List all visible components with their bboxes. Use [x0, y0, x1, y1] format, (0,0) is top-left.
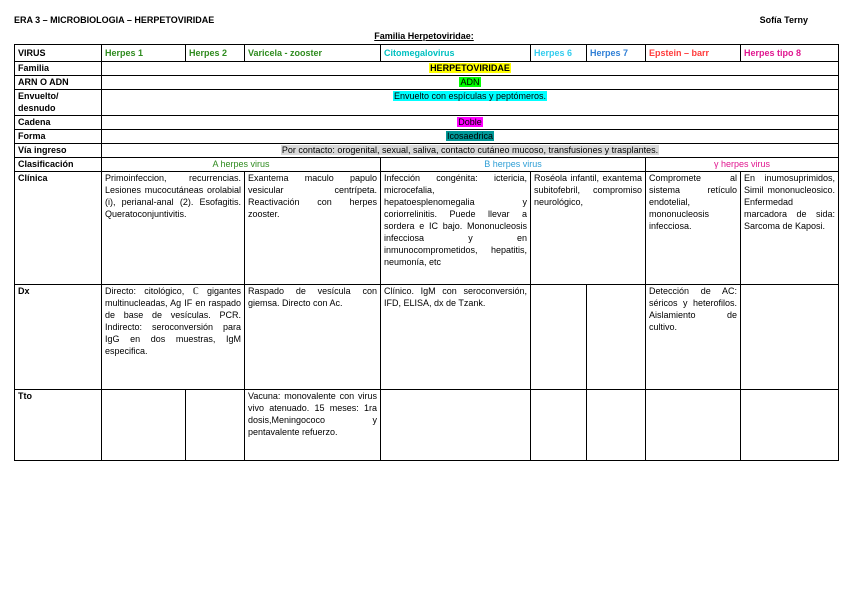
via-value: Por contacto: orogenital, sexual, saliva, contacto cutáneo mucoso, transfusiones y trasplantes.: [281, 145, 659, 155]
tto-varicela: Vacuna: monovalente con virus vivo atenuado. 15 meses: 1ra dosis,Meningococo y pentavalente refuerzo.: [245, 390, 381, 461]
arn-adn-value: ADN: [460, 77, 480, 87]
row-forma: [15, 130, 839, 144]
col-herpes8: Herpes tipo 8: [741, 45, 839, 62]
dx-varicela: Raspado de vesícula con giemsa. Directo con Ac.: [245, 285, 381, 390]
clinica-ebv: Compromete al sistema retículo endotelial, mononucleosis infecciosa.: [646, 172, 741, 285]
row-label-clasificacion: Clasificación: [15, 158, 102, 172]
familia-value: HERPETOVIRIDAE: [430, 63, 510, 73]
tto-ebv: [646, 390, 741, 461]
row-label-forma: Forma: [15, 130, 102, 144]
virus-label: VIRUS: [15, 45, 102, 62]
clinica-cmv: Infección congénita: ictericia, microcefalia, hepatoesplenomegalia y coriorrelinitis. Puede llevar a sordera e IC bajo. Mononucleosis infecciosa y en inmunocomprometidos, hepatitis, neumonía, etc: [381, 172, 531, 285]
row-dx: [15, 285, 839, 390]
cadena-value: Doble: [458, 117, 482, 127]
tto-herpes6: [531, 390, 587, 461]
dx-cmv: Clínico. IgM con seroconversión, IFD, ELISA, dx de Tzank.: [381, 285, 531, 390]
dx-herpes12: Directo: citológico, ℂ gigantes multinucleadas, Ag IF en raspado de base de vesículas. PCR. Indirecto: seroconversión para IgG en dos muestras, IgM especifica.: [102, 285, 245, 390]
row-label-envuelto: Envuelto/ desnudo: [15, 90, 102, 116]
row-clinica: [15, 172, 839, 285]
row-envuelto: [15, 90, 839, 116]
envuelto-value: Envuelto con espículas y peptómeros.: [393, 91, 547, 101]
col-herpes7: Herpes 7: [587, 45, 646, 62]
col-varicela: Varicela - zooster: [245, 45, 381, 62]
class-gamma: γ herpes virus: [646, 158, 839, 172]
tto-cmv: [381, 390, 531, 461]
row-label-tto: Tto: [15, 390, 102, 461]
class-beta: B herpes virus: [381, 158, 646, 172]
col-herpes6: Herpes 6: [531, 45, 587, 62]
row-arn-adn: [15, 76, 839, 90]
forma-value: Icosaedrica: [446, 131, 494, 141]
clinica-varicela: Exantema maculo papulo vesicular centrípeta. Reactivación con herpes zooster.: [245, 172, 381, 285]
tto-herpes2: [186, 390, 245, 461]
class-alpha: A herpes virus: [102, 158, 381, 172]
col-epstein: Epstein – barr: [646, 45, 741, 62]
row-label-familia: Familia: [15, 62, 102, 76]
clinica-herpes8: En inumosuprimidos, Simil mononucleosico. Enfermedad marcadora de sida: Sarcoma de Kaposi.: [741, 172, 839, 285]
row-via: [15, 144, 839, 158]
clinica-herpes12: Primoinfeccion, recurrencias. Lesiones mucocutáneas orolabial (i), perianal-anal (2). Esofagitis. Queratoconjuntivitis.: [102, 172, 245, 285]
clinica-herpes67: Roséola infantil, exantema subitofebril, compromiso neurológico,: [531, 172, 646, 285]
header-title: ERA 3 – MICROBIOLOGIA – HERPETOVIRIDAE: [14, 15, 215, 25]
document-title: Familia Herpetoviridae:: [374, 31, 474, 41]
dx-herpes6: [531, 285, 587, 390]
row-clasificacion: [15, 158, 839, 172]
row-tto: [15, 390, 839, 461]
row-label-via: Vía ingreso: [15, 144, 102, 158]
row-familia: [15, 62, 839, 76]
dx-herpes7: [587, 285, 646, 390]
tto-herpes8: [741, 390, 839, 461]
dx-herpes8: [741, 285, 839, 390]
herpes-table: [14, 44, 839, 461]
row-label-clinica: Clínica: [15, 172, 102, 285]
row-label-arn-adn: ARN O ADN: [15, 76, 102, 90]
col-herpes2: Herpes 2: [186, 45, 245, 62]
author-name: Sofía Terny: [759, 15, 808, 25]
row-label-dx: Dx: [15, 285, 102, 390]
virus-header-row: [15, 45, 839, 62]
tto-herpes7: [587, 390, 646, 461]
row-cadena: [15, 116, 839, 130]
tto-herpes1: [102, 390, 186, 461]
col-citomegalovirus: Citomegalovirus: [381, 45, 531, 62]
col-herpes1: Herpes 1: [102, 45, 186, 62]
row-label-cadena: Cadena: [15, 116, 102, 130]
dx-ebv: Detección de AC: séricos y heterofilos. Aislamiento de cultivo.: [646, 285, 741, 390]
